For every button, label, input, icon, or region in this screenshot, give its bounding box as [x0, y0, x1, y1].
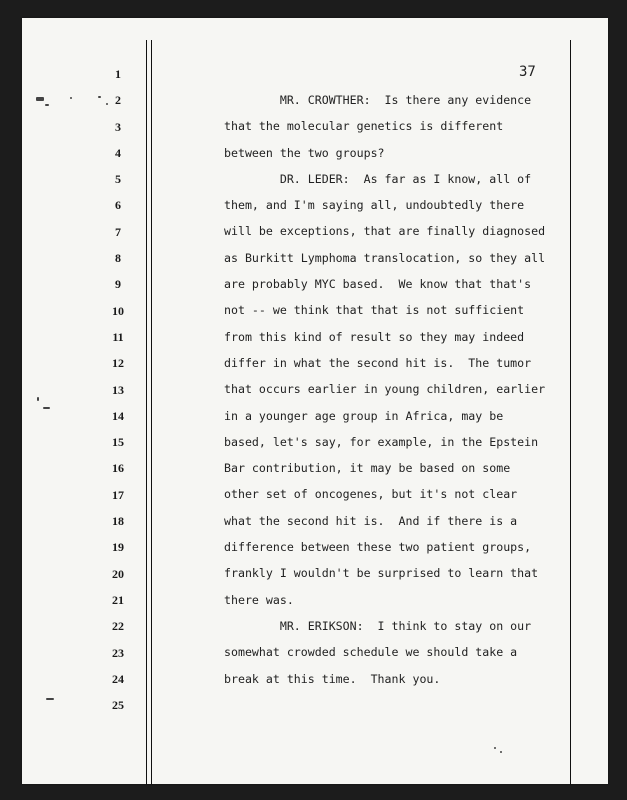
transcript-line: break at this time. Thank you. [224, 671, 441, 686]
line-number: 19 [112, 540, 124, 555]
line-number: 17 [112, 487, 124, 502]
transcript-line: MR. ERIKSON: I think to stay on our [224, 618, 532, 633]
transcript-line: frankly I wouldn't be surprised to learn that [224, 566, 539, 581]
transcript-line: other set of oncogenes, but it's not clear [224, 487, 518, 502]
line-number: 14 [112, 408, 124, 423]
line-number: 10 [112, 303, 124, 318]
transcript-line: based, let's say, for example, in the Epstein [224, 434, 539, 449]
transcript-line: not -- we think that that is not sufficient [224, 303, 525, 318]
line-number-column [103, 66, 133, 723]
scan-speck [70, 97, 72, 99]
line-number: 12 [112, 356, 124, 371]
scan-speck [37, 397, 39, 401]
transcript-line: MR. CROWTHER: Is there any evidence [224, 93, 532, 107]
scan-speck [98, 96, 101, 98]
transcript-body [224, 92, 554, 697]
transcript-line: differ in what the second hit is. The tumor [224, 355, 532, 370]
line-number: 5 [115, 172, 121, 187]
margin-rule-right [570, 40, 571, 785]
line-number: 20 [112, 566, 124, 581]
transcript-line: are probably MYC based. We know that that's [224, 277, 532, 292]
transcript-line: DR. LEDER: As far as I know, all of [224, 171, 532, 186]
transcript-line: what the second hit is. And if there is a [224, 513, 518, 528]
line-number: 2 [115, 93, 121, 108]
line-number: 25 [112, 698, 124, 713]
line-number: 7 [115, 224, 121, 239]
line-number: 21 [112, 592, 124, 607]
line-number: 15 [112, 435, 124, 450]
line-number: 3 [115, 119, 121, 134]
page-number: 37 [519, 64, 536, 80]
line-number: 16 [112, 461, 124, 476]
line-number: 9 [115, 277, 121, 292]
transcript-line: from this kind of result so they may indeed [224, 329, 525, 344]
line-number: 24 [112, 671, 124, 686]
margin-rule-left-inner [151, 40, 152, 785]
line-number: 23 [112, 645, 124, 660]
transcript-line: will be exceptions, that are finally diagnosed [224, 224, 546, 239]
transcript-line: as Burkitt Lymphoma translocation, so they all [224, 250, 546, 265]
line-number: 8 [115, 251, 121, 266]
line-number: 1 [115, 67, 121, 81]
transcript-line: difference between these two patient groups, [224, 540, 532, 555]
scan-speck [106, 103, 108, 105]
line-number: 13 [112, 382, 124, 397]
transcript-line: that the molecular genetics is different [224, 119, 504, 134]
scan-speck [46, 698, 54, 700]
transcript-line: Bar contribution, it may be based on some [224, 461, 511, 476]
transcript-line: them, and I'm saying all, undoubtedly there [224, 198, 525, 213]
scan-speck [43, 407, 50, 409]
scan-speck [500, 751, 502, 753]
line-number: 22 [112, 619, 124, 634]
line-number: 11 [112, 329, 124, 344]
scan-speck [36, 97, 44, 101]
margin-rule-left-outer [146, 40, 147, 785]
scan-speck [45, 104, 49, 106]
transcript-line: somewhat crowded schedule we should take a [224, 645, 518, 660]
transcript-line: there was. [224, 592, 294, 607]
transcript-line: between the two groups? [224, 145, 385, 160]
line-number: 4 [115, 145, 121, 160]
transcript-line: that occurs earlier in young children, earlier [224, 382, 546, 397]
line-number: 18 [112, 514, 124, 529]
line-number: 6 [115, 198, 121, 213]
scan-speck [494, 747, 496, 749]
transcript-line: in a younger age group in Africa, may be [224, 408, 504, 423]
